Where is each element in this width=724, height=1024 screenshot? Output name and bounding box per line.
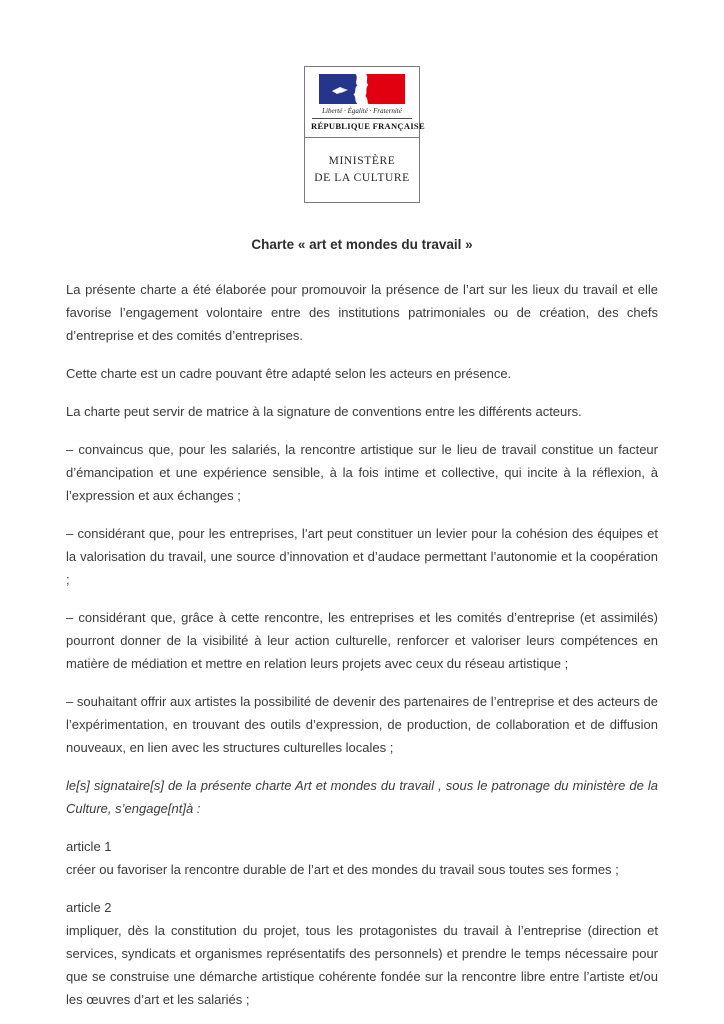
article-2-label: article 2	[66, 900, 112, 915]
ministry-logo	[304, 66, 425, 203]
ministry-name-box	[305, 138, 419, 202]
paragraph-convaincus: – convaincus que, pour les salariés, la rencontre artistique sur le lieu de travail constitue un facteur d’émancipation et une expérience sensible, à la fois intime et collective, qui incite à la réflexion, à l’expression et aux échanges ;	[66, 442, 658, 503]
article-2	[66, 896, 658, 1011]
document-title: Charte « art et mondes du travail »	[251, 237, 473, 252]
republic-emblem	[305, 67, 425, 138]
motto-text: Liberté · Égalité · Fraternité	[322, 107, 402, 115]
paragraph-matrice: La charte peut servir de matrice à la signature de conventions entre les différents acteurs.	[66, 404, 582, 419]
paragraph-signataires: le[s] signataire[s] de la présente charte Art et mondes du travail , sous le patronage du ministère de la Culture, s’engage[nt]à :	[66, 778, 658, 816]
ministry-name-line1: MINISTÈRE	[328, 155, 396, 167]
paragraph-considerant-entreprises: – considérant que, pour les entreprises, l’art peut constituer un levier pour la cohésion des équipes et la valorisation du travail, une source d’innovation et d’audace permettant l’autonomie et la coopération ;	[66, 526, 658, 587]
republique-francaise-label: RÉPUBLIQUE FRANÇAISE	[311, 121, 425, 131]
article-1-text: créer ou favoriser la rencontre durable de l’art et des mondes du travail sous toutes ses formes ;	[66, 862, 619, 877]
ministry-name-line2: DE LA CULTURE	[314, 172, 410, 184]
article-1-label: article 1	[66, 839, 112, 854]
paragraph-cadre: Cette charte est un cadre pouvant être adapté selon les acteurs en présence.	[66, 366, 512, 381]
motto-divider	[312, 118, 412, 119]
document-content	[0, 233, 724, 1011]
article-1	[66, 835, 658, 881]
paragraph-intro: La présente charte a été élaborée pour promouvoir la présence de l’art sur les lieux du travail et elle favorise l’engagement volontaire entre des institutions patrimoniales ou de création, des chefs d’entreprise et des comités d’entreprises.	[66, 282, 658, 343]
article-2-text: impliquer, dès la constitution du projet, tous les protagonistes du travail à l’entreprise (direction et services, syndicats et organismes représentatifs des personnels) et prendre le temps nécessaire pour que se construise une démarche artistique cohérente fondée sur la rencontre libre entre l’artiste et/ou les œuvres d’art et les salariés ;	[66, 923, 658, 1007]
ministry-name	[314, 153, 410, 187]
paragraph-considerant-rencontre: – considérant que, grâce à cette rencontre, les entreprises et les comités d’entreprise (et assimilés) pourront donner de la visibilité à leur action culturelle, renforcer et valoriser leurs compétences en matière de médiation et mettre en relation leurs projets avec ceux du réseau artistique ;	[66, 610, 658, 671]
paragraph-souhaitant: – souhaitant offrir aux artistes la possibilité de devenir des partenaires de l’entreprise et des acteurs de l’expérimentation, en trouvant des outils d’expression, de production, de collaboration et de diffusion nouveaux, en lien avec les structures culturelles locales ;	[66, 694, 658, 755]
french-flag-marianne-icon	[319, 74, 405, 104]
